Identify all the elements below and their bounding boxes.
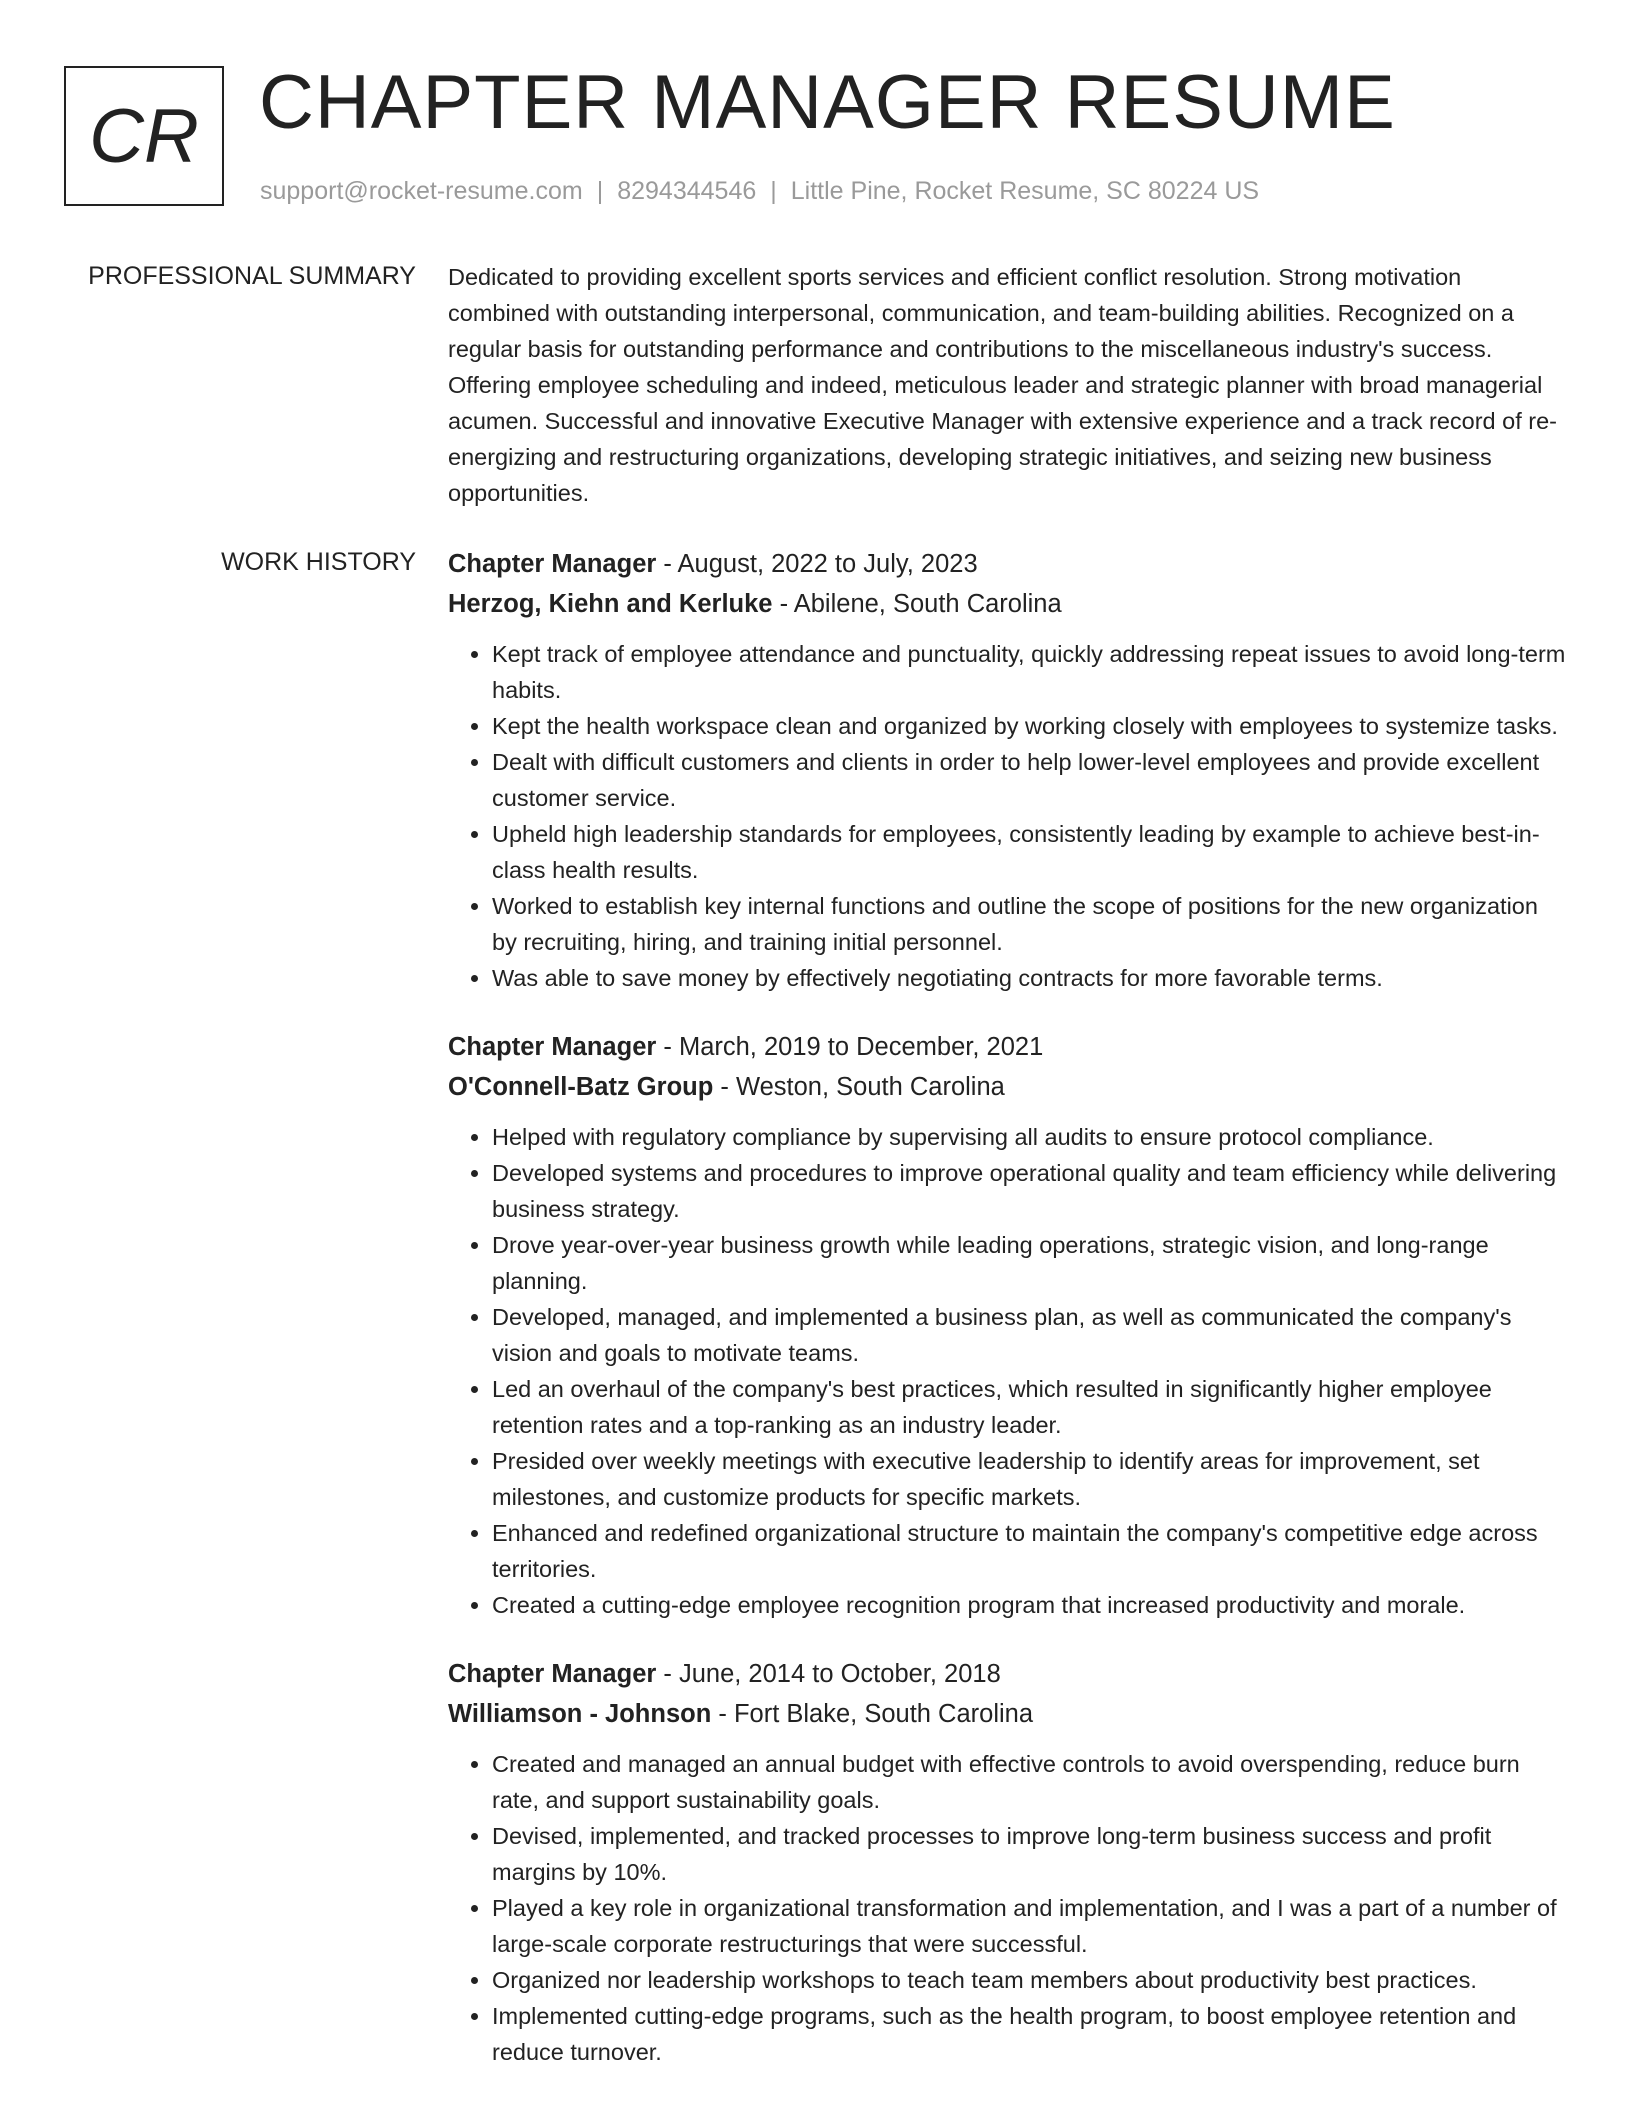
job-duty: • Kept track of employee attendance and punctuality, quickly addressing repeat issues to avoid long-term habits.: [492, 636, 1568, 708]
job-duty: • Dealt with difficult customers and clients in order to help lower-level employees and provide excellent customer service.: [492, 744, 1568, 816]
job-duties-list: [448, 636, 1568, 996]
job-duty: • Was able to save money by effectively negotiating contracts for more favorable terms.: [492, 960, 1568, 996]
job-title-line: [448, 544, 1568, 584]
contact-email[interactable]: support@rocket-resume.com: [260, 177, 583, 205]
job-company-line: [448, 1694, 1568, 1734]
job-entry: [448, 544, 1568, 996]
job-company-line: [448, 584, 1568, 624]
job-duty: • Implemented cutting-edge programs, such as the health program, to boost employee retention and reduce turnover.: [492, 1998, 1568, 2070]
job-duty: • Created and managed an annual budget with effective controls to avoid overspending, reduce burn rate, and support sustainability goals.: [492, 1746, 1568, 1818]
job-duty: • Devised, implemented, and tracked processes to improve long-term business success and profit margins by 10%.: [492, 1818, 1568, 1890]
job-duty: • Helped with regulatory compliance by supervising all audits to ensure protocol compliance.: [492, 1119, 1568, 1155]
job-duty: • Organized nor leadership workshops to teach team members about productivity best practices.: [492, 1962, 1568, 1998]
job-title: Chapter Manager: [448, 550, 657, 578]
work-history-section-label: WORK HISTORY: [221, 548, 416, 576]
job-dates: - June, 2014 to October, 2018: [656, 1660, 1001, 1688]
job-company: O'Connell-Batz Group: [448, 1073, 714, 1101]
job-duty: • Upheld high leadership standards for employees, consistently leading by example to achieve best-in-class health results.: [492, 816, 1568, 888]
job-location: - Fort Blake, South Carolina: [711, 1700, 1034, 1728]
job-entry: [448, 1654, 1568, 2070]
job-title: Chapter Manager: [448, 1660, 657, 1688]
job-duty: • Created a cutting-edge employee recognition program that increased productivity and morale.: [492, 1587, 1568, 1623]
job-company: Herzog, Kiehn and Kerluke: [448, 590, 773, 618]
job-duty: • Presided over weekly meetings with executive leadership to identify areas for improvement, set milestones, and customize products for specific markets.: [492, 1443, 1568, 1515]
contact-separator: |: [596, 177, 604, 205]
job-dates: - March, 2019 to December, 2021: [656, 1033, 1044, 1061]
job-title-line: [448, 1027, 1568, 1067]
job-duty: • Played a key role in organizational transformation and implementation, and I was a part of a number of large-scale corporate restructurings that were successful.: [492, 1890, 1568, 1962]
job-company: Williamson - Johnson: [448, 1700, 712, 1728]
resume-title: CHAPTER MANAGER RESUME: [259, 60, 1396, 145]
job-duty: • Drove year-over-year business growth while leading operations, strategic vision, and long-range planning.: [492, 1227, 1568, 1299]
job-duties-list: [448, 1119, 1568, 1623]
job-duty: • Developed, managed, and implemented a business plan, as well as communicated the company's vision and goals to motivate teams.: [492, 1299, 1568, 1371]
contact-phone[interactable]: 8294344546: [617, 177, 757, 205]
contact-separator: |: [770, 177, 777, 205]
contact-address: Little Pine, Rocket Resume, SC 80224 US: [790, 177, 1260, 205]
contact-line: [260, 174, 1259, 208]
job-dates: - August, 2022 to July, 2023: [656, 550, 978, 578]
work-history: [448, 544, 1568, 2101]
job-title-line: [448, 1654, 1568, 1694]
job-duties-list: [448, 1746, 1568, 2070]
summary-section-label: PROFESSIONAL SUMMARY: [88, 262, 416, 290]
job-location: - Weston, South Carolina: [713, 1073, 1005, 1101]
monogram-logo: CR: [64, 66, 224, 206]
summary-text: Dedicated to providing excellent sports services and efficient conflict resolution. Strong motivation combined with outstanding interpersonal, communication, and team-building abilities. Recognized on a regular basis for outstanding performance and contributions to the miscellaneous industry's success. Offering employee scheduling and indeed, meticulous leader and strategic planner with broad managerial acumen. Successful and innovative Executive Manager with extensive experience and a track record of re-energizing and restructuring organizations, developing strategic initiatives, and seizing new business opportunities.: [448, 264, 1557, 506]
job-duty: • Kept the health workspace clean and organized by working closely with employees to systemize tasks.: [492, 708, 1568, 744]
job-location: - Abilene, South Carolina: [772, 590, 1062, 618]
job-duty: • Worked to establish key internal functions and outline the scope of positions for the new organization by recruiting, hiring, and training initial personnel.: [492, 888, 1568, 960]
job-title: Chapter Manager: [448, 1033, 657, 1061]
job-company-line: [448, 1067, 1568, 1107]
job-duty: • Led an overhaul of the company's best practices, which resulted in significantly higher employee retention rates and a top-ranking as an industry leader.: [492, 1371, 1568, 1443]
job-entry: [448, 1027, 1568, 1623]
job-duty: • Enhanced and redefined organizational structure to maintain the company's competitive edge across territories.: [492, 1515, 1568, 1587]
job-duty: • Developed systems and procedures to improve operational quality and team efficiency while delivering business strategy.: [492, 1155, 1568, 1227]
